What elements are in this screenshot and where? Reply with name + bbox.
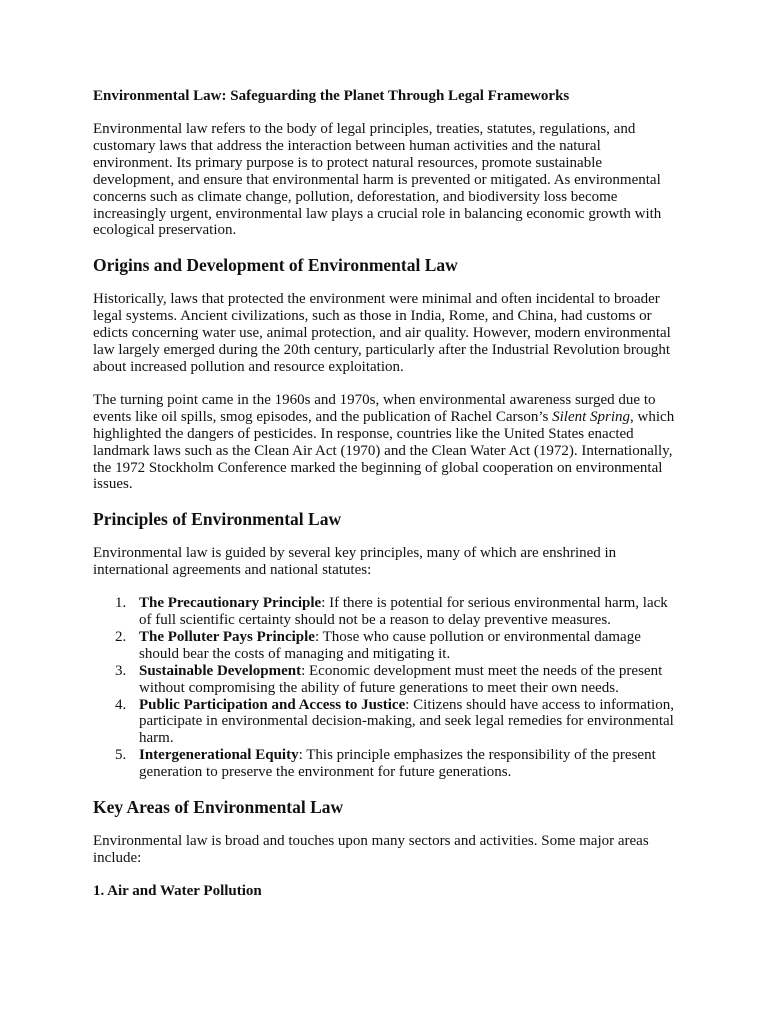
- principle-term: The Precautionary Principle: [139, 595, 322, 612]
- principle-text: : Those who cause pollution or environmental damage should bear the costs of managing and mitigating it.: [139, 628, 641, 662]
- origins-paragraph-1: Historically, laws that protected the environment were minimal and often incidental to broader legal systems. Ancient civilizations, such as those in India, Rome, and China, had customs or edicts concerning water use, animal protection, and air quality. However, modern environmental law largely emerged during the 20th century, particularly after the Industrial Revolution brought about increased pollution and resource exploitation.: [93, 291, 671, 375]
- intro-paragraph: Environmental law refers to the body of legal principles, treaties, statutes, regulations, and customary laws that address the interaction between human activities and the natural environment. Its primary purpose is to protect natural resources, promote sustainable development, and ensure that environmental harm is prevented or mitigated. As environmental concerns such as climate change, pollution, deforestation, and biodiversity loss become increasingly urgent, environmental law plays a crucial role in balancing economic growth with ecological preservation.: [93, 121, 662, 239]
- principles-intro: Environmental law is guided by several key principles, many of which are enshrined in international agreements and national statutes:: [93, 545, 617, 579]
- principle-text: : Economic development must meet the needs of the present without compromising the ability of future generations to meet their own needs.: [139, 662, 663, 696]
- list-item: [93, 697, 676, 748]
- list-item-number: 4.: [115, 696, 127, 713]
- principle-term: Sustainable Development: [139, 662, 302, 679]
- document-title: Environmental Law: Safeguarding the Planet Through Legal Frameworks: [93, 88, 570, 104]
- book-title-silent-spring: Silent Spring: [552, 408, 631, 425]
- principle-term: Public Participation and Access to Justice: [139, 696, 406, 713]
- origins-paragraph-2-start: The turning point came in the 1960s and 1970s, when environmental awareness surged due to events like oil spills, smog episodes, and the publication of Rachel Carson’s: [93, 391, 656, 425]
- principle-text: : Citizens should have access to information, participate in environmental decision-making, and seek legal remedies for environmental harm.: [139, 696, 674, 747]
- list-item: [93, 747, 676, 781]
- key-areas-intro: Environmental law is broad and touches upon many sectors and activities. Some major areas include:: [93, 833, 649, 866]
- list-item: [93, 629, 676, 663]
- principle-text: : If there is potential for serious environmental harm, lack of full scientific certainty should not be a reason to delay preventive measures.: [139, 595, 668, 629]
- origins-paragraph-2-end: , which highlighted the dangers of pesticides. In response, countries like the United States enacted landmark laws such as the Clean Air Act (1970) and the Clean Water Act (1972). Internationally, the 1972 Stockholm Conference marked the beginning of global cooperation on environmental issues.: [93, 408, 675, 493]
- principle-term: Intergenerational Equity: [139, 747, 299, 764]
- air-water-pollution-subheading: 1. Air and Water Pollution: [93, 882, 262, 899]
- principle-text: : This principle emphasizes the responsibility of the present generation to preserve the environment for future generations.: [139, 747, 656, 781]
- list-item: [93, 663, 676, 697]
- origins-heading: Origins and Development of Environmental Law: [93, 255, 458, 276]
- list-item-number: 3.: [115, 662, 127, 679]
- key-areas-heading: Key Areas of Environmental Law: [93, 797, 344, 818]
- principles-list: [93, 595, 676, 781]
- principles-heading: Principles of Environmental Law: [93, 509, 342, 530]
- list-item: [93, 595, 676, 629]
- origins-paragraph-2: [93, 392, 676, 493]
- list-item-number: 5.: [115, 747, 127, 764]
- list-item-number: 1.: [115, 595, 127, 612]
- list-item-number: 2.: [115, 628, 127, 645]
- principle-term: The Polluter Pays Principle: [139, 628, 315, 645]
